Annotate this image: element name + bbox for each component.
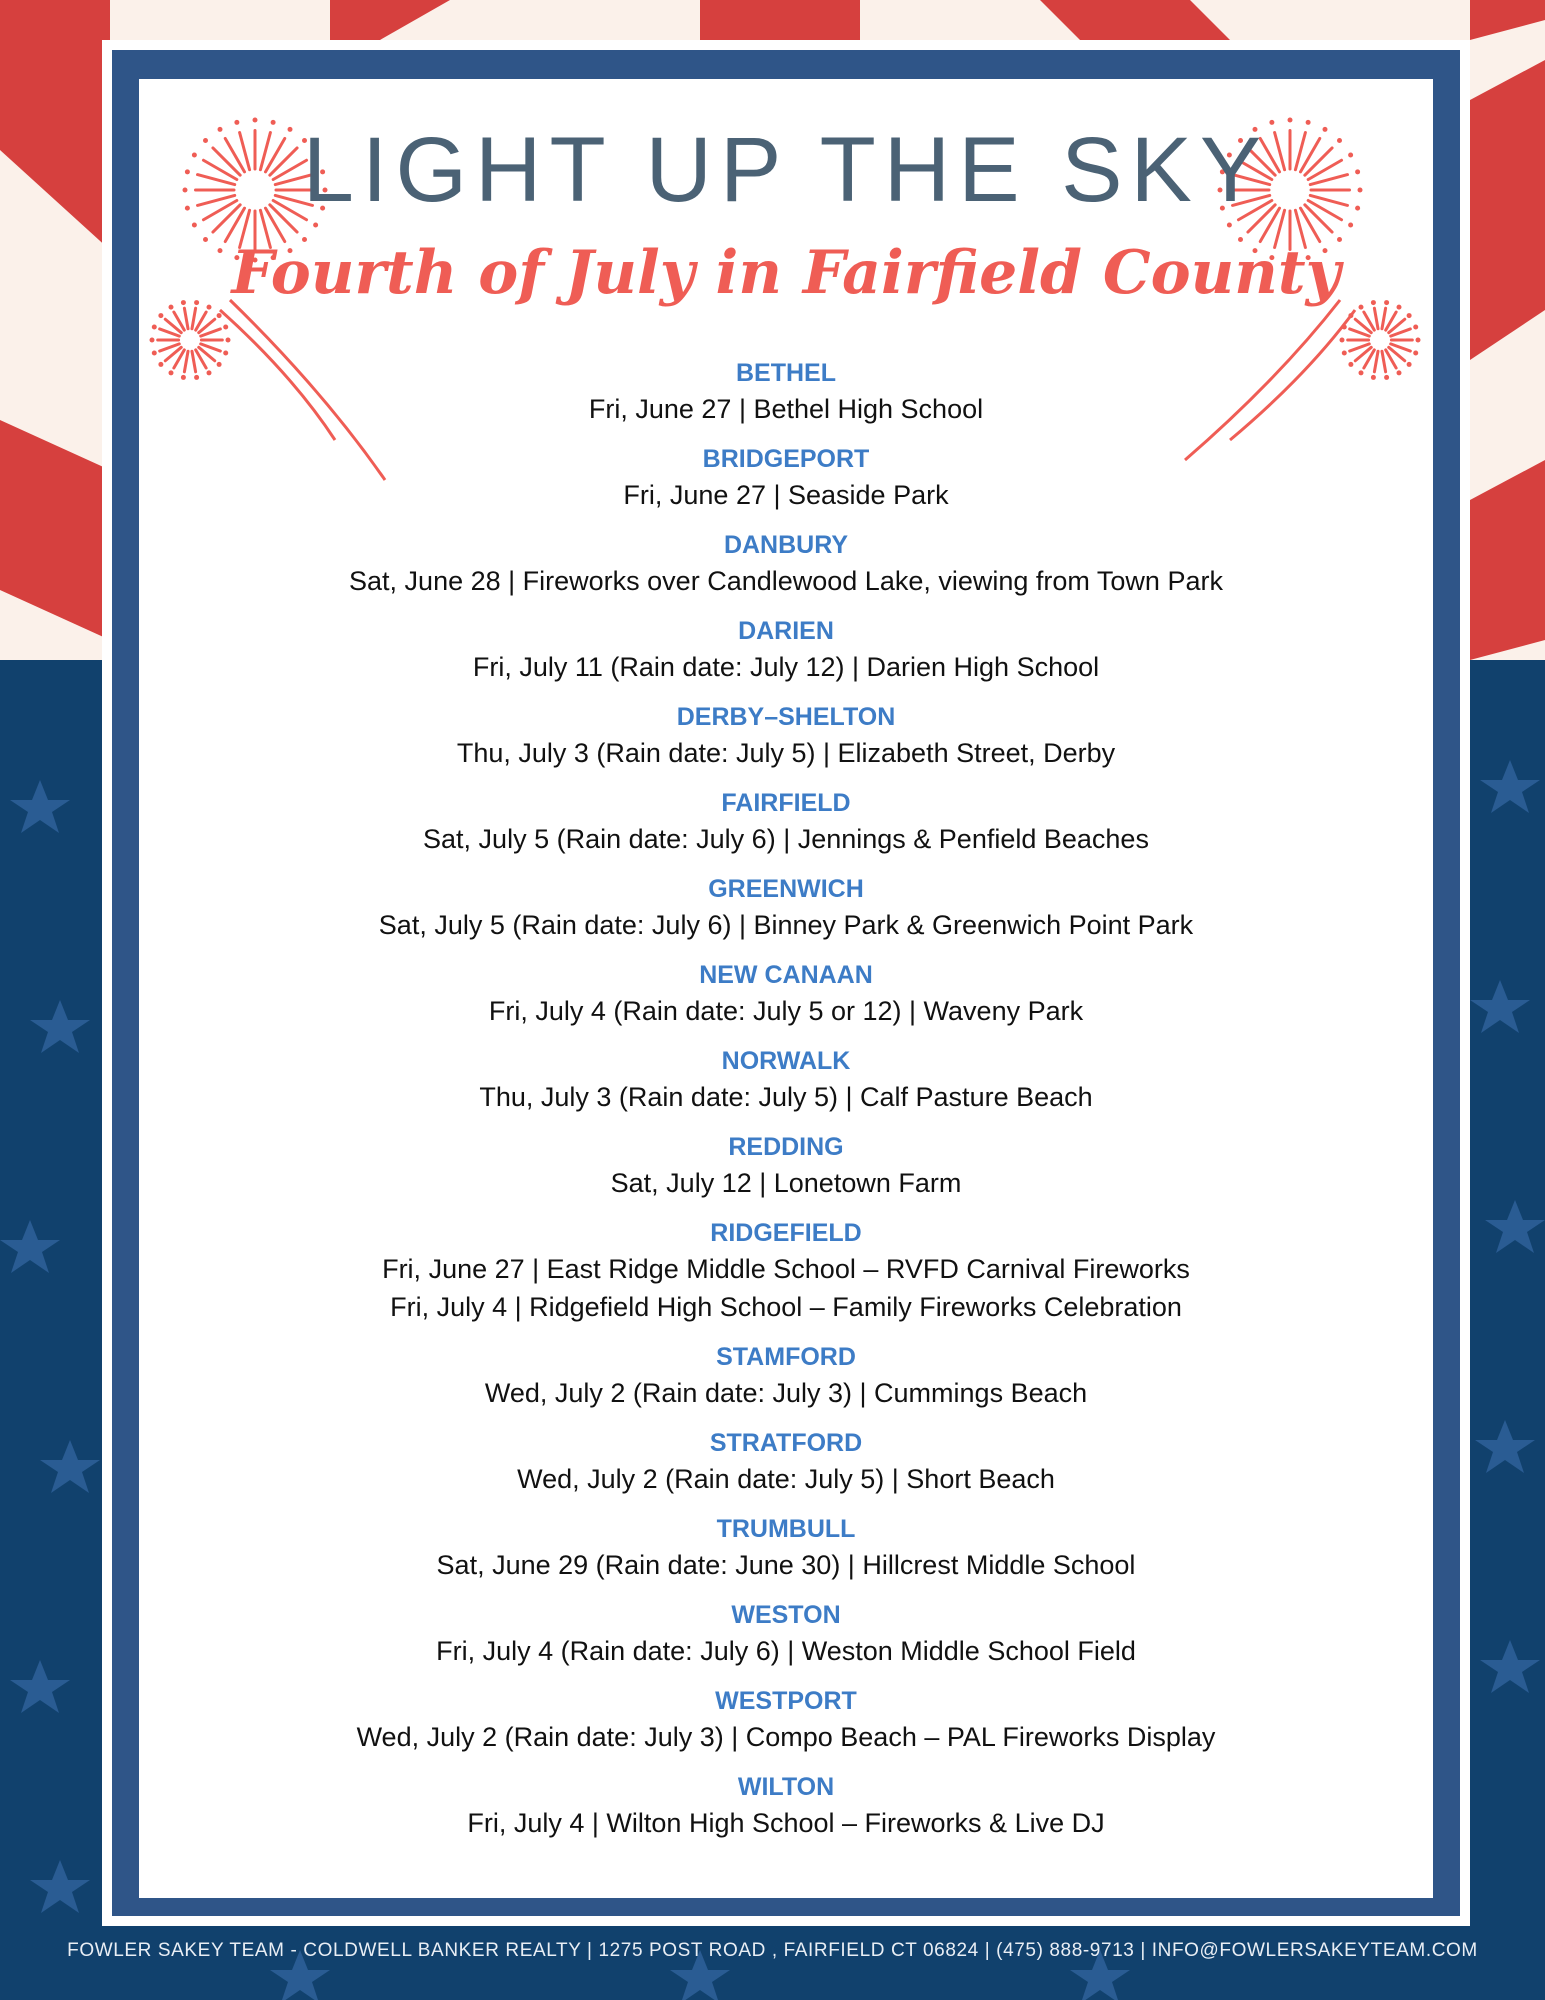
page-subtitle: Fourth of July in Fairfield County [231,238,1341,308]
event-detail: Sat, July 5 (Rain date: July 6) | Binney Park & Greenwich Point Park [378,910,1194,940]
town-entry [139,1342,1433,1412]
event-detail: Sat, June 28 | Fireworks over Candlewood Lake, viewing from Town Park [349,566,1223,596]
page-title: LIGHT UP THE SKY [302,119,1270,221]
event-detail: Sat, July 12 | Lonetown Farm [610,1168,962,1198]
event-detail: Fri, July 11 (Rain date: July 12) | Darien High School [472,652,1100,682]
town-entry [139,358,1433,428]
event-detail: Thu, July 3 (Rain date: July 5) | Calf Pasture Beach [479,1082,1093,1112]
event-detail: Fri, June 27 | Bethel High School [588,394,984,424]
town-name: BRIDGEPORT [702,445,870,473]
town-name: STRATFORD [709,1429,863,1457]
town-entry [139,1046,1433,1116]
event-detail: Fri, July 4 (Rain date: July 6) | Weston Middle School Field [436,1636,1136,1666]
event-detail: Fri, July 4 | Ridgefield High School – Family Fireworks Celebration [390,1292,1182,1322]
event-detail: Wed, July 2 (Rain date: July 5) | Short Beach [517,1464,1055,1494]
town-entry [139,616,1433,686]
footer-contact: FOWLER SAKEY TEAM - COLDWELL BANKER REALTY | 1275 POST ROAD , FAIRFIELD CT 06824 | (475) 888-9713 | INFO@FOWLERSAKEYTEAM.COM [67,1940,1478,1961]
town-name: WILTON [737,1773,835,1801]
town-entry [139,1218,1433,1326]
town-entry [139,1514,1433,1584]
town-entry [139,1600,1433,1670]
town-name: WESTON [731,1601,841,1629]
town-entry [139,444,1433,514]
event-detail: Wed, July 2 (Rain date: July 3) | Compo Beach – PAL Fireworks Display [356,1722,1216,1752]
town-entry [139,1132,1433,1202]
town-entry [139,530,1433,600]
town-entry [139,960,1433,1030]
town-name: FAIRFIELD [721,789,851,817]
town-name: TRUMBULL [716,1515,856,1543]
town-entry [139,874,1433,944]
event-detail: Fri, June 27 | East Ridge Middle School – RVFD Carnival Fireworks [382,1254,1190,1284]
town-entry [139,788,1433,858]
event-detail: Thu, July 3 (Rain date: July 5) | Elizabeth Street, Derby [456,738,1116,768]
event-detail: Fri, July 4 | Wilton High School – Fireworks & Live DJ [467,1808,1105,1838]
event-detail: Sat, July 5 (Rain date: July 6) | Jennings & Penfield Beaches [423,824,1149,854]
event-detail: Sat, June 29 (Rain date: June 30) | Hillcrest Middle School [436,1550,1136,1580]
town-entry [139,1772,1433,1842]
town-name: WESTPORT [715,1687,857,1715]
event-detail: Fri, July 4 (Rain date: July 5 or 12) | Waveny Park [488,996,1084,1026]
town-name: DANBURY [723,531,849,559]
town-name: GREENWICH [708,875,864,903]
town-list [139,358,1433,1858]
town-name: RIDGEFIELD [710,1219,862,1247]
town-name: STAMFORD [716,1343,856,1371]
town-name: REDDING [728,1133,844,1161]
town-entry [139,702,1433,772]
town-entry [139,1428,1433,1498]
town-name: NEW CANAAN [699,961,873,989]
town-name: DERBY–SHELTON [676,703,896,731]
town-name: NORWALK [721,1047,851,1075]
event-detail: Wed, July 2 (Rain date: July 3) | Cummings Beach [484,1378,1088,1408]
town-entry [139,1686,1433,1756]
town-name: BETHEL [736,359,836,387]
event-detail: Fri, June 27 | Seaside Park [623,480,949,510]
town-name: DARIEN [738,617,834,645]
